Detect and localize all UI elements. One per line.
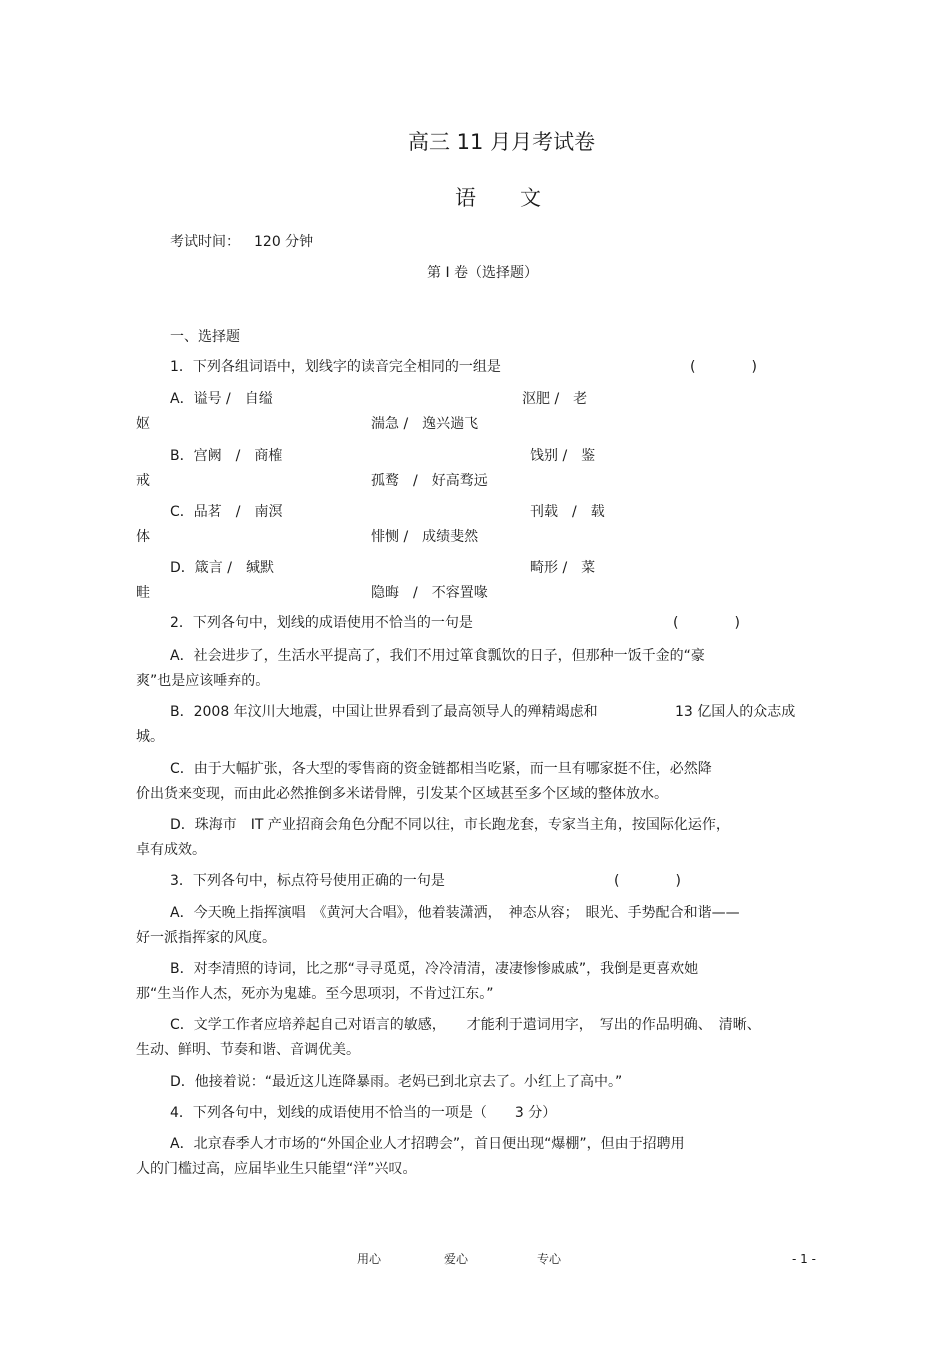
q1-stem: 1．下列各组词语中，划线字的读音完全相同的一组是 [170, 359, 501, 375]
q2-option-d-line1: D．珠海市 IT 产业招商会角色分配不同以往，市长跑龙套，专家当主角，按国际化运作， [170, 817, 730, 833]
q1-option-b-line2-right: 孤鹜 / 好高骛远 [371, 473, 488, 489]
part-heading: 一、选择题 [170, 329, 240, 345]
q3-answer-paren: ( ) [614, 873, 681, 889]
q1-option-a-line1: A．谥号 / 自缢 [170, 391, 273, 407]
q1-option-c-line1-right: 刊载 / 载 [530, 504, 605, 520]
q3-option-c-line1: C．文学工作者应培养起自己对语言的敏感， 才能利于遣词用字， 写出的作品明确、 清晰、 [170, 1017, 761, 1033]
q1-option-d-line1: D．箴言 / 缄默 [170, 560, 274, 576]
q2-option-a-line2: 爽”也是应该唾弃的。 [136, 673, 270, 689]
q3-option-d-line1: D．他接着说：“最近这儿连降暴雨。老妈已到北京去了。小红上了高中。” [170, 1074, 623, 1090]
q2-option-b-line1: B．2008 年汶川大地震，中国让世界看到了最高领导人的殚精竭虑和 [170, 704, 598, 720]
q4-option-a-line1: A．北京春季人才市场的“外国企业人才招聘会”，首日便出现“爆棚”，但由于招聘用 [170, 1136, 685, 1152]
q3-option-c-line2: 生动、鲜明、节奏和谐、音调优美。 [136, 1042, 360, 1058]
q2-option-c-line1: C．由于大幅扩张，各大型的零售商的资金链都相当吃紧，而一旦有哪家挺不住，必然降 [170, 761, 712, 777]
q4-stem: 4．下列各句中，划线的成语使用不恰当的一项是（ 3 分） [170, 1105, 557, 1121]
q1-option-a-line1-right: 沤肥 / 老 [522, 391, 588, 407]
q1-option-c-line2-right: 悱恻 / 成绩斐然 [371, 529, 479, 545]
subject-char-2: 文 [520, 186, 541, 210]
q3-option-a-line2: 好一派指挥家的风度。 [136, 930, 276, 946]
q2-option-c-line2: 价出货来变现，而由此必然推倒多米诺骨牌，引发某个区域甚至多个区域的整体放水。 [136, 786, 668, 802]
q2-option-a-line1: A．社会进步了，生活水平提高了，我们不用过箪食瓢饮的日子，但那种一饭千金的“豪 [170, 648, 705, 664]
footer-text-1: 用心 [357, 1252, 382, 1266]
exam-time-value: 120 分钟 [254, 234, 314, 250]
q3-option-a-line1: A．今天晚上指挥演唱 《黄河大合唱》，他着装潇洒， 神态从容； 眼光、手势配合和谐—— [170, 905, 740, 921]
q2-option-b-line2: 城。 [136, 729, 164, 745]
q4-option-a-line2: 人的门槛过高，应届毕业生只能望“洋”兴叹。 [136, 1161, 417, 1177]
q3-option-b-line1: B．对李清照的诗词，比之那“寻寻觅觅，冷冷清清，凄凄惨惨戚戚”，我倒是更喜欢她 [170, 961, 699, 977]
q1-option-d-line1-right: 畸形 / 菜 [530, 560, 596, 576]
q1-option-a-line2-right: 湍急 / 逸兴遄飞 [371, 416, 479, 432]
subject-char-1: 语 [455, 186, 476, 210]
q1-option-c-line1: C．品茗 / 南溟 [170, 504, 283, 520]
exam-time-label: 考试时间： [170, 234, 240, 250]
q2-option-b-line1-right: 13 亿国人的众志成 [675, 704, 796, 720]
footer-text-3: 专心 [537, 1252, 562, 1266]
q1-option-b-line2: 戒 [136, 473, 150, 489]
q1-option-b-line1-right: 饯别 / 鉴 [530, 448, 596, 464]
q2-option-d-line2: 卓有成效。 [136, 842, 206, 858]
q1-answer-paren: ( ) [690, 359, 757, 375]
q1-option-d-line2: 畦 [136, 585, 150, 601]
q1-option-c-line2: 体 [136, 529, 150, 545]
page-number: - 1 - [792, 1252, 816, 1266]
q2-answer-paren: ( ) [673, 615, 740, 631]
page-title: 高三 11 月月考试卷 [408, 130, 596, 154]
q2-stem: 2．下列各句中，划线的成语使用不恰当的一句是 [170, 615, 473, 631]
q3-stem: 3．下列各句中，标点符号使用正确的一句是 [170, 873, 445, 889]
footer-text-2: 爱心 [444, 1252, 469, 1266]
q1-option-d-line2-right: 隐晦 / 不容置喙 [371, 585, 488, 601]
q1-option-a-line2: 妪 [136, 416, 150, 432]
q3-option-b-line2: 那“生当作人杰，死亦为鬼雄。至今思项羽，不肯过江东。” [136, 986, 494, 1002]
section-title: 第 I 卷（选择题） [427, 265, 539, 281]
q1-option-b-line1: B．宫阙 / 商榷 [170, 448, 283, 464]
